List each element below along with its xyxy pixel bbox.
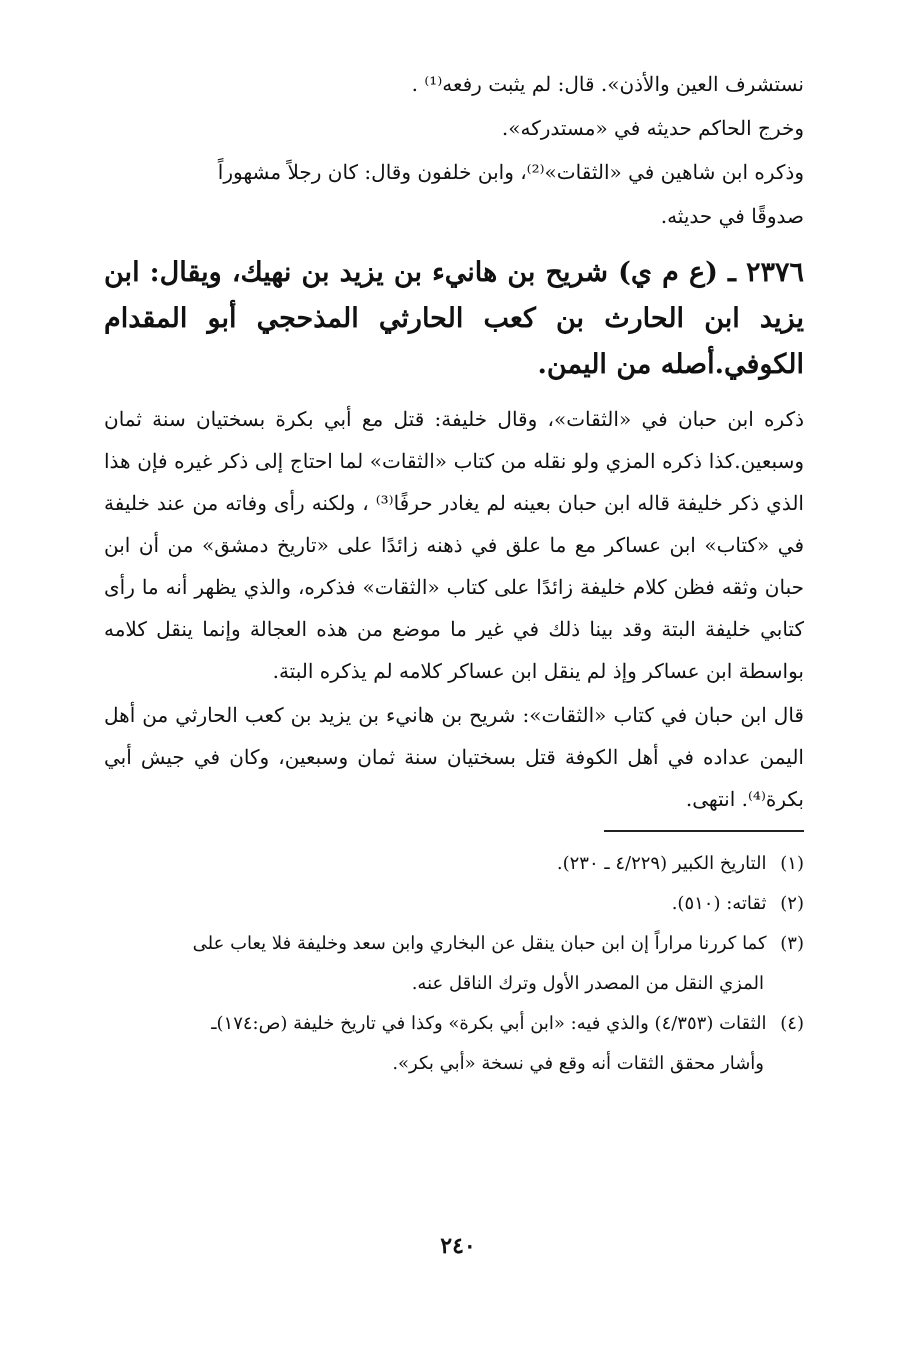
- footnote-3-continuation: المزي النقل من المصدر الأول وترك الناقل عنه.: [411, 973, 764, 994]
- intro-line-4: صدوقًا في حديثه.: [660, 204, 804, 228]
- intro-line-1: نستشرف العين والأذن». قال: لم يثبت رفعه⁽¹⁾ .: [411, 72, 804, 96]
- intro-line-3: وذكره ابن شاهين في «الثقات»⁽²⁾، وابن خلفون وقال: كان رجلاً مشهوراً: [217, 160, 804, 184]
- intro-line-2: وخرج الحاكم حديثه في «مستدركه».: [501, 116, 804, 140]
- footnote-text: كما كررنا مراراً إن ابن حبان ينقل عن البخاري وابن سعد وخليفة فلا يعاب على: [192, 933, 767, 954]
- body-paragraph-2: قال ابن حبان في كتاب «الثقات»: شريح بن هانيء بن يزيد بن كعب الحارثي من أهل اليمن عداده في أهل الكوفة قتل بسختيان سنة ثمان وسبعين، وكان في جيش أبي بكرة⁽⁴⁾. انتهى.: [104, 703, 804, 811]
- footnote-number: (٢): [780, 893, 804, 914]
- page-number: ٢٤٠: [440, 1233, 476, 1259]
- footnote-number: (٣): [780, 933, 804, 954]
- footnote-text: الثقات (٤/٣٥٣) والذي فيه: «ابن أبي بكرة» وكذا في تاريخ خليفة (ص:١٧٤)ـ: [211, 1013, 767, 1034]
- footnote-text: التاريخ الكبير (٤/٢٢٩ ـ ٢٣٠).: [556, 853, 767, 874]
- footnote-2: [104, 884, 804, 924]
- footnotes: [104, 844, 804, 1084]
- footnote-4-continuation: وأشار محقق الثقات أنه وقع في نسخة «أبي بكر».: [392, 1053, 764, 1074]
- footnote-1: [104, 844, 804, 884]
- footnote-3: [104, 924, 804, 964]
- entry-heading: ٢٣٧٦ ـ (ع م ي) شريح بن هانيء بن يزيد بن نهيك، ويقال: ابن يزيد ابن الحارث بن كعب الحارثي المذحجي أبو المقدام الكوفي.أصله من اليمن.: [104, 257, 804, 380]
- body-paragraph-1: ذكره ابن حبان في «الثقات»، وقال خليفة: قتل مع أبي بكرة بسختيان سنة ثمان وسبعين.كذا ذكره المزي ولو نقله من كتاب «الثقات» لما احتاج إلى ذكر غيره فإن هذا الذي ذكر خليفة قاله ابن حبان بعينه لم يغادر حرفًا⁽³⁾ ، ولكنه رأى وفاته من عند خليفة في «كتاب» ابن عساكر مع ما علق في ذهنه زائدًا على «تاريخ دمشق» من أن ابن حبان وثقه فظن كلام خليفة زائدًا على كتاب «الثقات» فذكره، والذي يظهر أنه ما رأى كتابي خليفة البتة وقد بينا ذلك في غير ما موضع من هذه العجالة وإنما ينقل كلامه بواسطة ابن عساكر وإذ لم ينقل ابن عساكر كلامه لم يذكره البتة.: [104, 407, 804, 683]
- footnote-number: (٤): [780, 1013, 804, 1034]
- footnote-4: [104, 1004, 804, 1044]
- footnote-text: ثقاته: (٥١٠).: [671, 893, 767, 914]
- footnote-number: (١): [780, 853, 804, 874]
- page-body: [104, 62, 804, 1084]
- footnote-divider: [604, 830, 804, 832]
